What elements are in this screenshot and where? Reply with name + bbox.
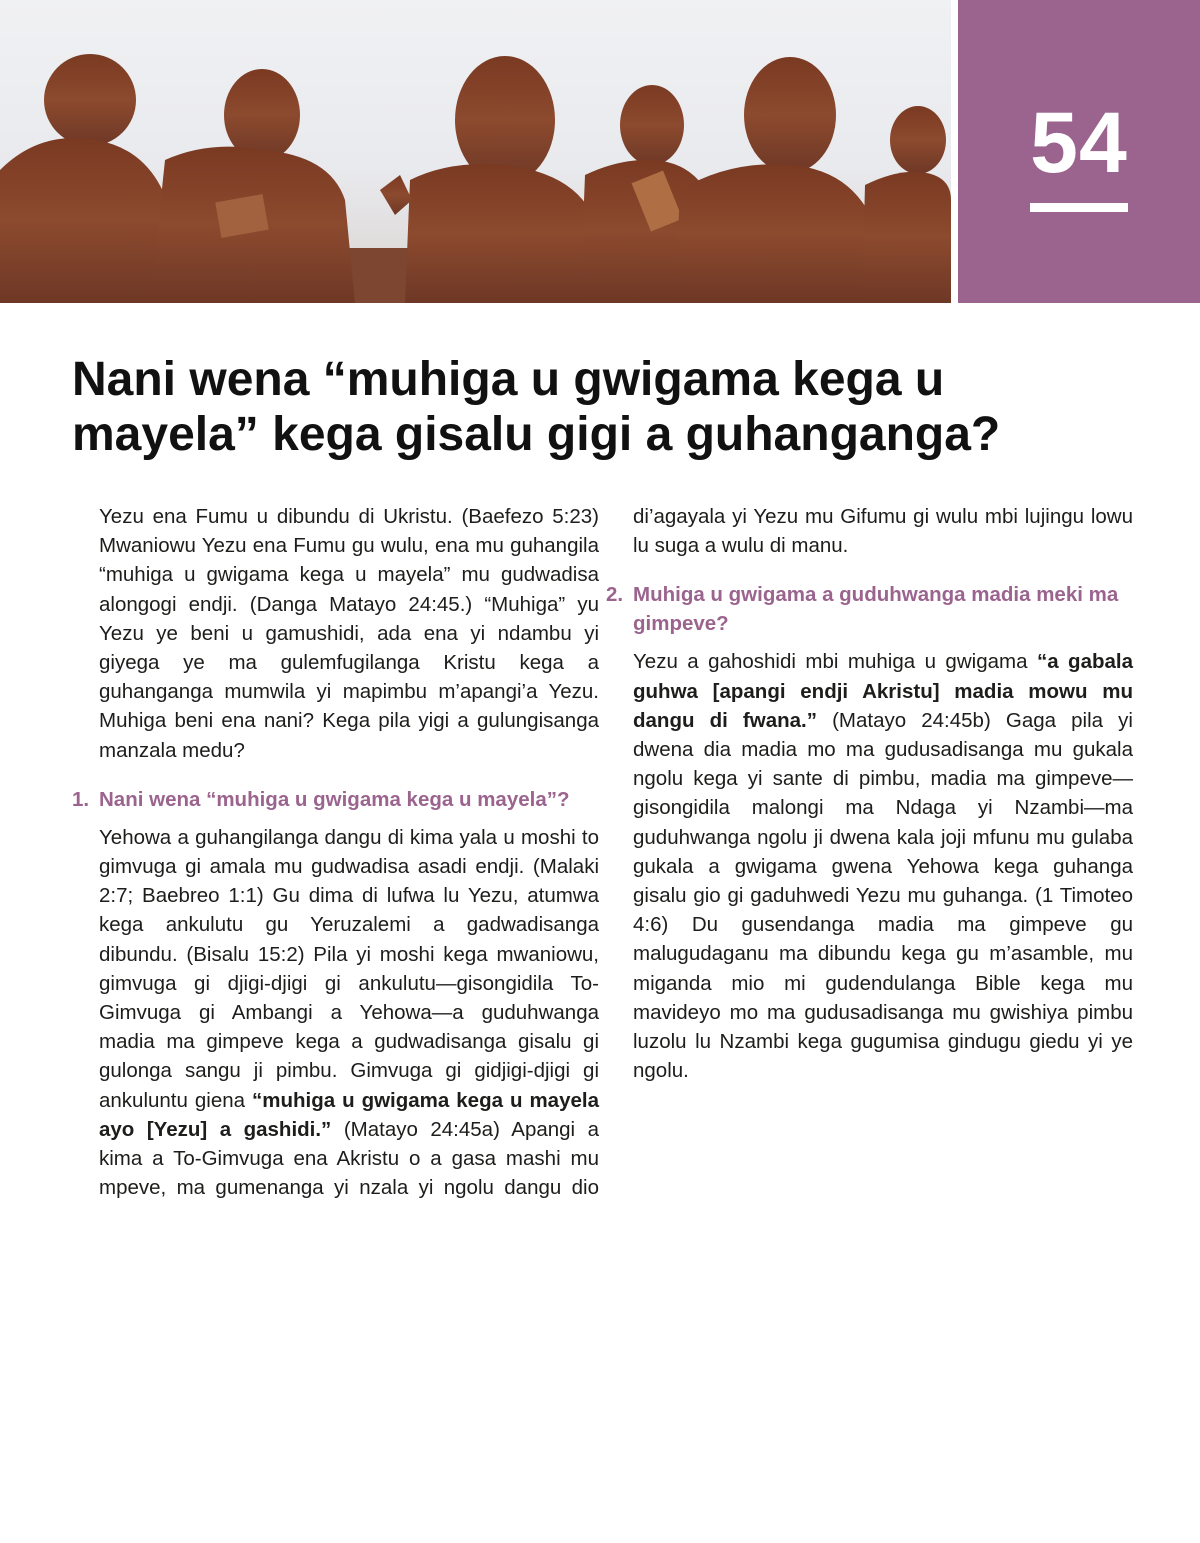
- answer-1-bold-quote: “muhiga u gwigama kega u mayela ayo [Yezu] a gashidi.”: [99, 1088, 599, 1141]
- lesson-number: 54: [1030, 95, 1128, 191]
- answer-2-continuation: (Matayo 24:45b) Gaga pila yi dwena dia madia mo ma gudusadisanga mu gukala ngolu kega yi sante di pimbu, madia ma gimpeve—gisongidila malongi ma Ndaga yi Nzambi—ma guduhwanga ngolu ji dwena kala joji mfunu mu gulaba gukala a gwigama gwena Yehowa kega guhanga gisalu gio gi gaduhwedi Yezu mu guhanga. (1 Timoteo 4:6) Du gusendanga madia ma gimpeve gu malugudaganu ma dibundu kega gu m’asamble, mu miganda mio mi gudendulanga Bible kega mu mavideyo mo ma gudusadisanga mu gwishiya pimbu luzolu lu Nzambi kega gugumisa gindugu giedu yi ye ngolu.: [633, 708, 1133, 1083]
- lesson-number-panel: [958, 0, 1200, 303]
- lesson-number-underline: [1030, 203, 1128, 212]
- question-1-heading: [72, 785, 599, 814]
- intro-paragraph: Yezu ena Fumu u dibundu di Ukristu. (Baefezo 5:23) Mwaniowu Yezu ena Fumu gu wulu, ena mu guhangila “muhiga u gwigama kega u mayela” mu gudwadisa alongogi endji. (Danga Matayo 24:45.) “Muhiga” yu Yezu ye beni u gamushidi, ada ena yi ndambu yi giyega ye ma gulemfugilanga Kristu kega a guhanganga mumwila yi mapimbu m’apangi’a Yezu. Muhiga beni ena nani? Kega pila yigi a gulungisanga manzala medu?: [99, 505, 599, 762]
- question-1-text: Nani wena “muhiga u gwigama kega u mayela”?: [99, 787, 570, 811]
- question-2-number: 2.: [606, 583, 624, 607]
- answer-2-text: Yezu a gahoshidi mbi muhiga u gwigama: [633, 650, 1037, 674]
- question-2-text: Muhiga u gwigama a guduhwanga madia meki ma gimpeve?: [633, 583, 1119, 636]
- answer-2-paragraph: [606, 647, 1133, 1085]
- answer-2-bold-quote: “a gabala guhwa [apangi endji Akristu] madia mowu mu dangu di fwana.”: [633, 650, 1133, 732]
- answer-1-text: Yehowa a guhangilanga dangu di kima yala u moshi to gimvuga gi amala mu gudwadisa asadi endji. (Malaki 2:7; Baebreo 1:1) Gu dima di lufwa lu Yezu, atumwa kega ankulutu gu Yeruzalemi a gadwadisanga dibundu. (Bisalu 15:2) Pila yi moshi kega mwaniowu, gimvuga gi djigi-djigi gi ankulutu—gisongidila To-Gimvuga gi Ambangi a Yehowa—a guduhwanga madia ma gimpeve kega a gudwadisanga gisalu gi gulonga sangu ji pimbu. Gimvuga gi gidjigi-djigi gi ankuluntu giena: [99, 825, 599, 1112]
- header-photo: [0, 0, 951, 303]
- meeting-silhouette-illustration: [0, 0, 951, 303]
- page-title: Nani wena “muhiga u gwigama kega u mayela” kega gisalu gigi a guhanganga?: [72, 353, 1001, 461]
- two-column-text: [72, 502, 1133, 1222]
- answer-1-citation: (Matayo 24:45a) Apangi a kima a To-Gimvuga ena Akristu o a gasa mashi mu mpeve, ma gumenanga yi nzala yi ngolu dangu dio di’agayala yi Yezu mu Gifumu gi wulu mbi lujingu lowu lu suga a wulu di manu.: [99, 505, 1133, 1200]
- question-1-number: 1.: [72, 787, 90, 811]
- question-2-heading: [606, 580, 1133, 638]
